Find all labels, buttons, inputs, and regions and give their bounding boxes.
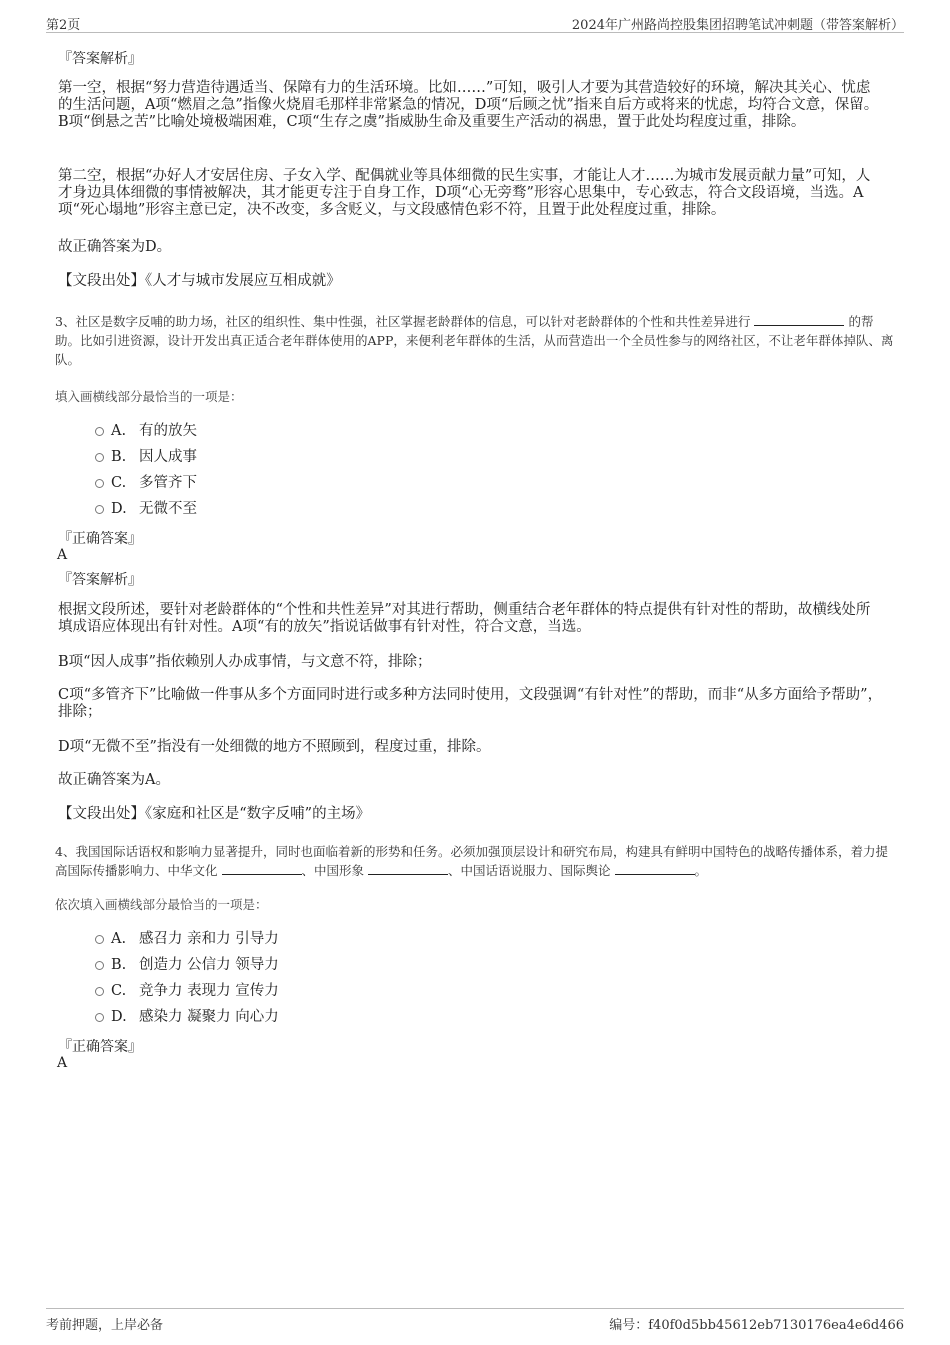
q3-analysis-p1: 根据文段所述，要针对老龄群体的“个性和共性差异”对其进行帮助，侧重结合老年群体的特点提供有针对性的帮助，故横线处所填成语应体现出有针对性。A项“有的放矢”指说话做事有针对性，符合文意，当选。	[58, 602, 871, 635]
q4-text-3: 、中国话语说服力、国际舆论	[448, 863, 611, 878]
page-number: 第2页	[46, 18, 81, 33]
q4-prompt: 依次填入画横线部分最恰当的一项是：	[55, 897, 268, 912]
radio-icon[interactable]	[95, 935, 104, 944]
q3-prompt: 填入画横线部分最恰当的一项是：	[55, 389, 243, 404]
q4-answer-label: 『正确答案』	[58, 1039, 142, 1055]
radio-icon[interactable]	[95, 505, 104, 514]
page-footer	[46, 1308, 904, 1334]
q3-answer-label: 『正确答案』	[58, 531, 142, 547]
q4-blank-1	[222, 862, 302, 875]
page-header	[46, 14, 904, 33]
q2-analysis-label: 『答案解析』	[58, 51, 142, 67]
q3-question	[55, 312, 895, 369]
q3-conclusion: 故正确答案为A。	[58, 772, 170, 788]
q3-analysis-p4: D项“无微不至”指没有一处细微的地方不照顾到，程度过重，排除。	[58, 739, 491, 755]
radio-icon[interactable]	[95, 1013, 104, 1022]
q3-analysis-p3: C项“多管齐下”比喻做一件事从多个方面同时进行或多种方法同时使用，文段强调“有针对性”的帮助，而非“从多方面给予帮助”，排除；	[58, 687, 883, 720]
q4-text-2: 、中国形象	[301, 863, 365, 878]
radio-icon[interactable]	[95, 453, 104, 462]
radio-icon[interactable]	[95, 427, 104, 436]
footer-slogan: 考前押题，上岸必备	[46, 1318, 164, 1333]
q4-question	[55, 842, 895, 880]
radio-icon[interactable]	[95, 961, 104, 970]
q4-text-1: 4、我国国际话语权和影响力显著提升，同时也面临着新的形势和任务。必须加强顶层设计和研究布局，构建具有鲜明中国特色的战略传播体系，着力提高国际传播影响力、中华文化	[55, 844, 888, 878]
q4-option-c[interactable]: C. 竞争力 表现力 宣传力	[95, 981, 279, 1001]
radio-icon[interactable]	[95, 987, 104, 996]
q3-text-after: 的帮助。比如引进资源，设计开发出真正适合老年群体使用的APP，来便利老年群体的生活，从而营造出一个全员性参与的网络社区，不让老年群体掉队、离队。	[55, 314, 894, 367]
q3-analysis-p2: B项“因人成事”指依赖别人办成事情，与文意不符，排除；	[58, 654, 432, 670]
q2-conclusion: 故正确答案为D。	[58, 239, 172, 255]
q3-text-before: 3、社区是数字反哺的助力场，社区的组织性、集中性强，社区掌握老龄群体的信息，可以针对老龄群体的个性和共性差异进行	[55, 314, 751, 329]
document-id: 编号：f40f0d5bb45612eb7130176ea4e6d466	[609, 1318, 904, 1333]
q4-option-b[interactable]: B. 创造力 公信力 领导力	[95, 955, 279, 975]
q4-answer: A	[57, 1055, 68, 1071]
q4-option-d[interactable]: D. 感染力 凝聚力 向心力	[95, 1007, 279, 1027]
q3-analysis-label: 『答案解析』	[58, 572, 142, 588]
q3-answer: A	[57, 547, 68, 563]
q4-blank-2	[368, 862, 448, 875]
q4-blank-3	[615, 862, 695, 875]
q3-option-b[interactable]: B. 因人成事	[95, 447, 197, 467]
q3-option-c[interactable]: C. 多管齐下	[95, 473, 197, 493]
q3-option-a[interactable]: A. 有的放矢	[95, 421, 197, 441]
document-title: 2024年广州路尚控股集团招聘笔试冲刺题（带答案解析）	[571, 18, 904, 33]
q2-source: 【文段出处】《人才与城市发展应互相成就》	[58, 273, 341, 289]
q3-source: 【文段出处】《家庭和社区是“数字反哺”的主场》	[58, 806, 371, 822]
q3-blank	[754, 313, 844, 326]
q2-analysis-p1: 第一空，根据“努力营造待遇适当、保障有力的生活环境。比如……”可知，吸引人才要为其营造较好的环境，解决其关心、忧虑的生活问题，A项“燃眉之急”指像火烧眉毛那样非常紧急的情况，D项“后顾之忧”指来自后方或将来的忧虑，均符合文意，保留。B项“倒悬之苦”比喻处境极端困难，C项“生存之虞”指威胁生命及重要生产活动的祸患，置于此处均程度过重，排除。	[58, 80, 879, 130]
q4-text-end: 。	[694, 863, 708, 878]
q3-option-d[interactable]: D. 无微不至	[95, 499, 197, 519]
radio-icon[interactable]	[95, 479, 104, 488]
q4-option-a[interactable]: A. 感召力 亲和力 引导力	[95, 929, 279, 949]
q2-analysis-p2: 第二空，根据“办好人才安居住房、子女入学、配偶就业等具体细微的民生实事，才能让人才……为城市发展贡献力量”可知，人才身边具体细微的事情被解决，其才能更专注于自身工作，D项“心无旁骛”形容心思集中，专心致志，符合文段语境，当选。A项“死心塌地”形容主意已定，决不改变，多含贬义，与文段感情色彩不符，且置于此处程度过重，排除。	[58, 168, 871, 218]
